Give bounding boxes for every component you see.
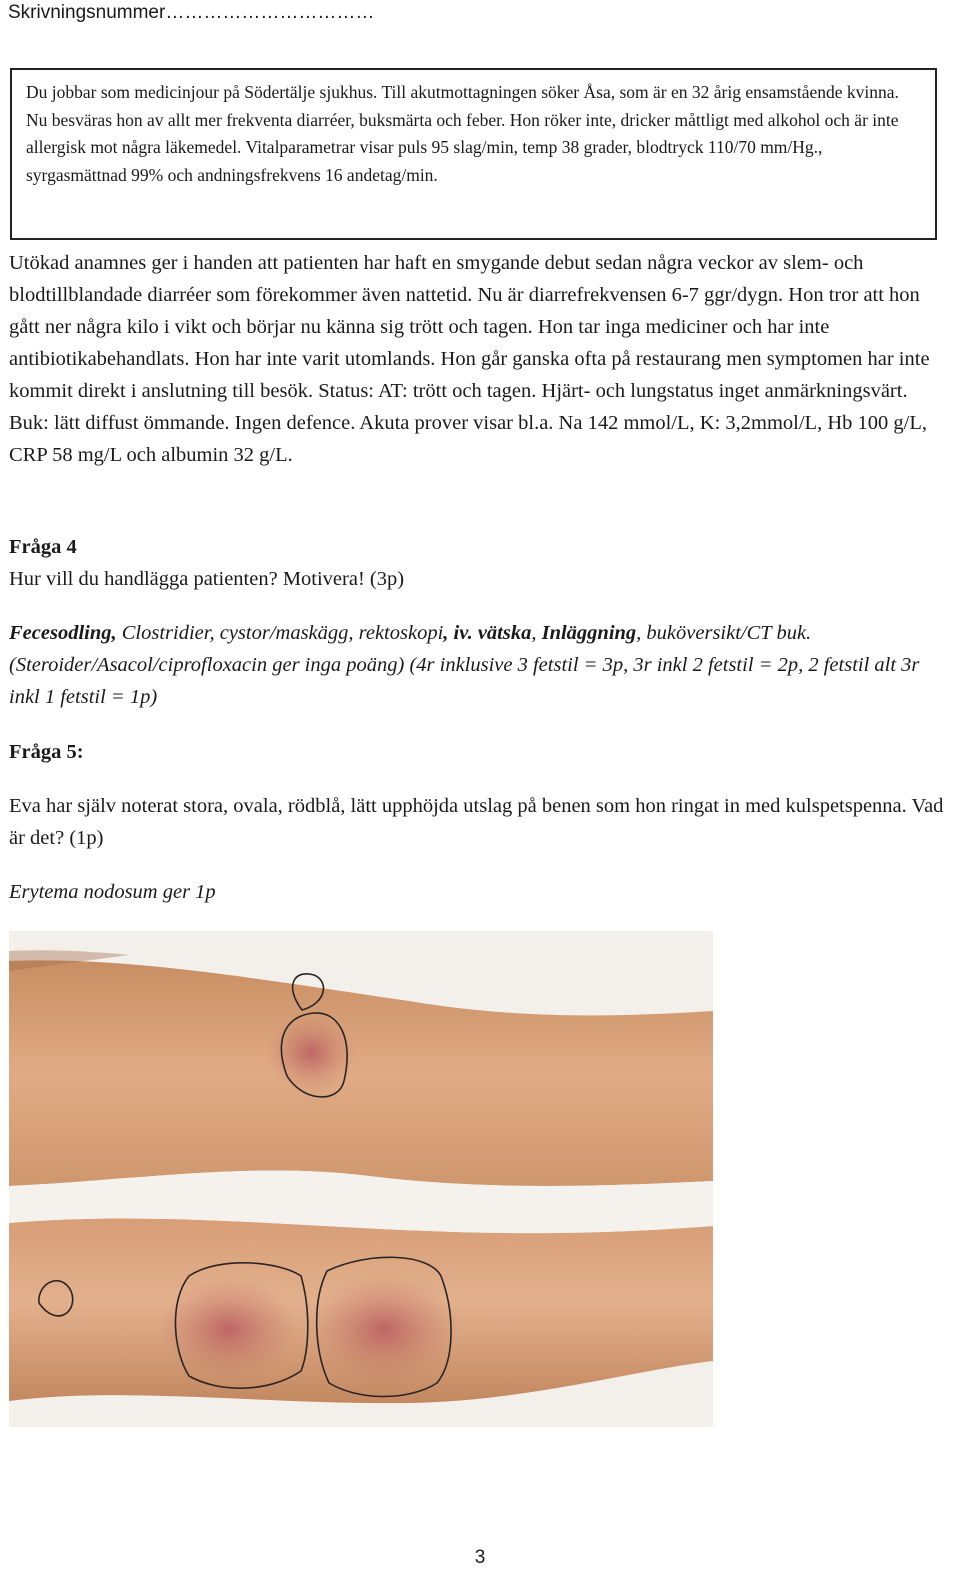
answer-part-1: Clostridier, cystor/maskägg, rektoskopi (116, 622, 444, 644)
erythema-nodosum-photo (9, 931, 713, 1427)
question-4-title: Fråga 4 (9, 536, 77, 558)
answer-iv-vatska: , iv. vätska (443, 622, 532, 644)
question-5-title: Fråga 5: (9, 741, 84, 763)
question-5-answer: Erytema nodosum ger 1p (9, 881, 216, 903)
question-5-text: Eva har själv noterat stora, ovala, rödblå, lätt upphöjda utslag på benen som hon ringat in med kulspetspenna. Vad är det? (1p) (9, 795, 944, 849)
anamnesis-text: Utökad anamnes ger i handen att patienten har haft en smygande debut sedan några veckor av slem- och blodtillblandade diarréer som förekommer även nattetid. Nu är diarrefrekvensen 6-7 ggr/dygn. Hon tror att hon gått ner några kilo i vikt och börjar nu känna sig trött och tagen. Hon tar inga mediciner och har inte antibiotikabehandlats. Hon har inte varit utomlands. Hon går ganska ofta på restaurang men symptomen har inte kommit direkt i anslutning till besök. Status: AT: trött och tagen. Hjärt- och lungstatus inget anmärkningsvärt. Buk: lätt diffust ömmande. Ingen defence. Akuta prover visar bl.a. Na 142 mmol/L, K: 3,2mmol/L, Hb 100 g/L, CRP 58 mg/L och albumin 32 g/L. (9, 252, 930, 466)
answer-part-2: , buköversikt/CT buk. (Steroider/Asacol/ciprofloxacin ger inga poäng) (4r inklusive 3 fetstil = 3p, 3r inkl 2 fetstil = 2p, 2 fetstil alt 3r inkl 1 fetstil = 1p) (9, 622, 920, 708)
header-skrivningsnummer: Skrivningsnummer…………………………… (8, 2, 375, 23)
question-4-text: Hur vill du handlägga patienten? Motivera! (3p) (9, 568, 405, 590)
answer-fecesodling: Fecesodling, (9, 622, 117, 644)
question-4-answer (9, 617, 949, 713)
case-description-box (10, 68, 937, 240)
extended-anamnesis (9, 247, 949, 471)
page-number: 3 (474, 1547, 486, 1568)
legs-illustration (9, 931, 713, 1427)
answer-comma: , (531, 622, 537, 644)
answer-inlaggning: Inläggning (536, 622, 637, 644)
case-text: Du jobbar som medicinjour på Södertälje sjukhus. Till akutmottagningen söker Åsa, som är en 32 årig ensamstående kvinna. Nu besväras hon av allt mer frekventa diarréer, buksmärta och feber. Hon röker inte, dricker måttligt med alkohol och är inte allergisk mot några läkemedel. Vitalparametrar visar puls 95 slag/min, temp 38 grader, blodtryck 110/70 mm/Hg., syrgasmättnad 99% och andningsfrekvens 16 andetag/min. (26, 82, 899, 185)
